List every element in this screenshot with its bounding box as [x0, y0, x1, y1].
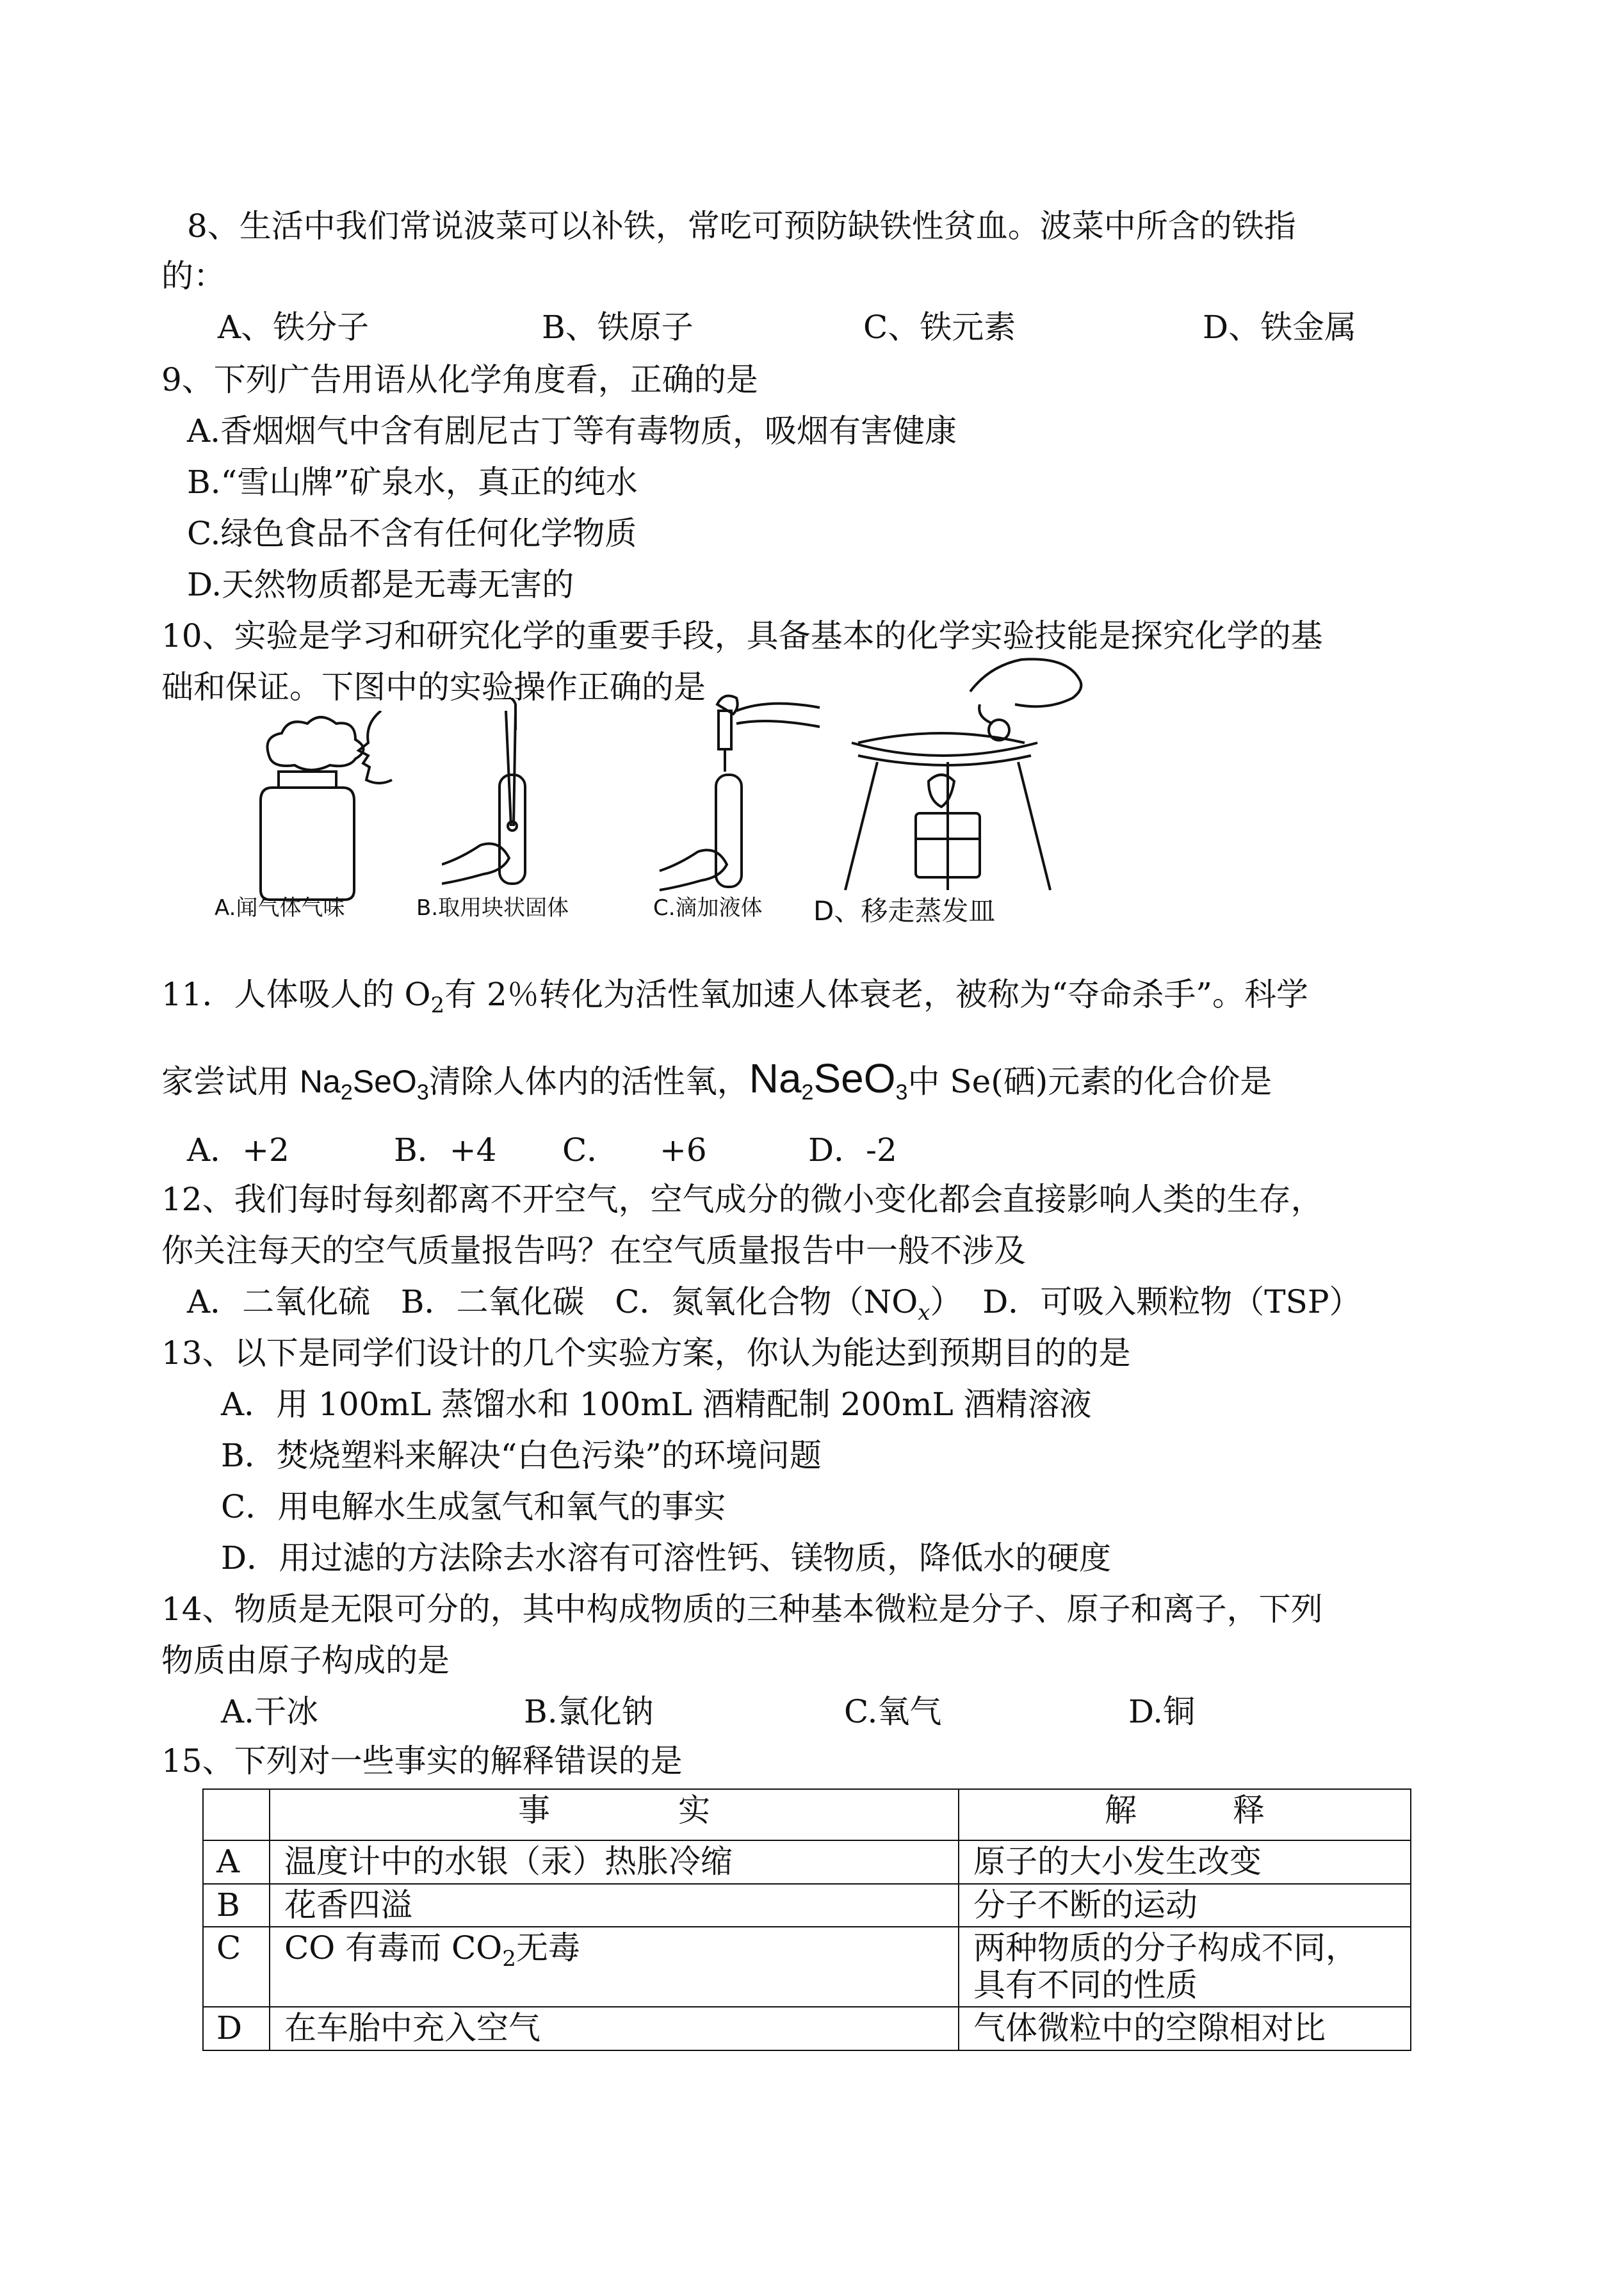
- q12-option-d: D．可吸入颗粒物（TSP）: [982, 1283, 1361, 1320]
- q9-option-c: C.绿色食品不含有任何化学物质: [187, 515, 637, 552]
- q11-formula-large-sub2: 2: [801, 1080, 814, 1105]
- q14-option-c: C.氧气: [844, 1693, 942, 1730]
- q11-formula-seo: SeO: [352, 1064, 417, 1099]
- q13-option-b: B．焚烧塑料来解决“白色污染”的环境问题: [221, 1437, 822, 1474]
- row-explain: 分子不断的运动: [959, 1884, 1411, 1927]
- fig-label-b: B.取用块状固体: [416, 895, 569, 921]
- row-key: D: [203, 2007, 270, 2050]
- q9-option-a: A.香烟烟气中含有剧尼古丁等有毒物质，吸烟有害健康: [187, 412, 957, 450]
- q10-stem-line2: 础和保证。下图中的实验操作正确的是: [161, 669, 706, 706]
- q11-option-a: A．+2: [187, 1131, 289, 1169]
- row-key: B: [203, 1884, 270, 1927]
- q9-stem: 9、下列广告用语从化学角度看，正确的是: [161, 361, 758, 398]
- table-row: [203, 1884, 1411, 1927]
- row-explain-line2: 具有不同的性质: [973, 1966, 1198, 2004]
- row-explain-line1: 两种物质的分子构成不同，: [973, 1929, 1358, 1967]
- fig-tweezers-illustration: [442, 698, 589, 896]
- q13-option-c: C．用电解水生成氢气和氧气的事实: [221, 1488, 726, 1525]
- q11-o2-subscript: 2: [430, 993, 445, 1018]
- table-row: [203, 1927, 1411, 2007]
- table-header-fact: 事 实: [270, 1789, 959, 1840]
- table-header-row: [203, 1789, 1411, 1840]
- q11-line2-mid: 清除人体内的活性氧，: [428, 1063, 749, 1100]
- q9-option-b: B.“雪山牌”矿泉水，真正的纯水: [187, 464, 638, 501]
- row-fact: 温度计中的水银（汞）热胀冷缩: [270, 1840, 959, 1884]
- q15-stem: 15、下列对一些事实的解释错误的是: [161, 1742, 683, 1780]
- row-explain: 气体微粒中的空隙相对比: [959, 2007, 1411, 2050]
- row-fact: 在车胎中充入空气: [270, 2007, 959, 2050]
- q11-formula-sub3: 3: [416, 1080, 429, 1105]
- q11-option-b: B．+4: [394, 1131, 497, 1169]
- q11-option-c-value: +6: [660, 1131, 707, 1169]
- q11-line2-post: 中 Se(硒)元素的化合价是: [907, 1063, 1272, 1100]
- q8-stem-line2: 的：: [161, 257, 225, 295]
- co2-subscript: 2: [502, 1946, 516, 1972]
- q14-stem-line2: 物质由原子构成的是: [161, 1642, 450, 1679]
- q12-option-c-post: ）: [930, 1283, 962, 1320]
- fig-smell-gas-illustration: [243, 711, 410, 903]
- row-key: A: [203, 1840, 270, 1884]
- q11-formula-large-sub3: 3: [895, 1080, 908, 1105]
- fig-evaporating-dish-illustration: [832, 653, 1089, 903]
- q8-option-c: C、铁元素: [863, 309, 1016, 346]
- q8-option-a: A、铁分子: [218, 309, 369, 346]
- q9-option-d: D.天然物质都是无毒无害的: [187, 566, 574, 603]
- q8-option-b: B、铁原子: [542, 309, 694, 346]
- q11-line1: [161, 977, 1308, 1018]
- row-fact: [270, 1927, 959, 2007]
- q11-option-d: D．-2: [808, 1131, 897, 1169]
- table-row: [203, 2007, 1411, 2050]
- q15-table: [202, 1788, 1411, 2051]
- q11-option-c: C．: [562, 1131, 619, 1169]
- q14-option-d: D.铜: [1128, 1693, 1196, 1730]
- q11-line1-pre: 11．人体吸人的 O: [161, 976, 431, 1013]
- q11-formula-na: Na: [299, 1064, 341, 1099]
- row-explain: 原子的大小发生改变: [959, 1840, 1411, 1884]
- q14-option-b: B.氯化钠: [524, 1693, 654, 1730]
- q11-line1-post: 有 2％转化为活性氧加速人体衰老，被称为“夺命杀手”。科学: [444, 976, 1308, 1013]
- q14-option-a: A.干冰: [221, 1693, 319, 1730]
- table-row: [203, 1840, 1411, 1884]
- q8-option-d: D、铁金属: [1203, 309, 1357, 346]
- row-explain: [959, 1927, 1411, 2007]
- q13-stem: 13、以下是同学们设计的几个实验方案，你认为能达到预期目的的是: [161, 1334, 1131, 1372]
- q10-stem-line1: 10、实验是学习和研究化学的重要手段，具备基本的化学实验技能是探究化学的基: [161, 617, 1323, 654]
- q12-stem-line2: 你关注每天的空气质量报告吗？在空气质量报告中一般不涉及: [161, 1232, 1026, 1269]
- table-header-explain: 解 释: [959, 1789, 1411, 1840]
- fig-label-a: A.闻气体气味: [215, 895, 345, 921]
- q12-options: [187, 1284, 1361, 1326]
- row-fact-post: 无毒: [516, 1929, 580, 1967]
- table-header-blank: [203, 1789, 270, 1840]
- q12-option-c-pre: C．氮氧化合物（NO: [615, 1283, 918, 1320]
- q12-option-c: [615, 1283, 962, 1326]
- fig-label-c: C.滴加液体: [653, 895, 763, 921]
- q11-formula-large-seo: SeO: [813, 1055, 896, 1101]
- row-fact-pre: CO 有毒而 CO: [284, 1929, 503, 1967]
- q8-stem-line1: 8、生活中我们常说波菜可以补铁，常吃可预防缺铁性贫血。波菜中所含的铁指: [187, 207, 1296, 245]
- q11-formula-sub2: 2: [340, 1080, 353, 1105]
- q12-option-b: B．二氧化碳: [400, 1283, 585, 1320]
- q11-formula-large-na: Na: [749, 1055, 802, 1101]
- fig-label-d: D、移走蒸发皿: [813, 895, 996, 927]
- q12-stem-line1: 12、我们每时每刻都离不开空气，空气成分的微小变化都会直接影响人类的生存，: [161, 1181, 1323, 1218]
- fig-dropper-illustration: [647, 692, 826, 896]
- q14-stem-line1: 14、物质是无限可分的，其中构成物质的三种基本微粒是分子、原子和离子，下列: [161, 1591, 1323, 1628]
- q13-option-d: D．用过滤的方法除去水溶有可溶性钙、镁物质，降低水的硬度: [221, 1539, 1112, 1577]
- q12-option-c-sub: x: [918, 1300, 930, 1326]
- q12-option-a: A．二氧化硫: [187, 1283, 371, 1320]
- q13-option-a: A．用 100mL 蒸馏水和 100mL 酒精配制 200mL 酒精溶液: [221, 1386, 1092, 1423]
- q11-line2-pre: 家尝试用: [161, 1063, 300, 1100]
- row-fact: 花香四溢: [270, 1884, 959, 1927]
- q11-line2: [161, 1055, 1272, 1105]
- row-key: C: [203, 1927, 270, 2007]
